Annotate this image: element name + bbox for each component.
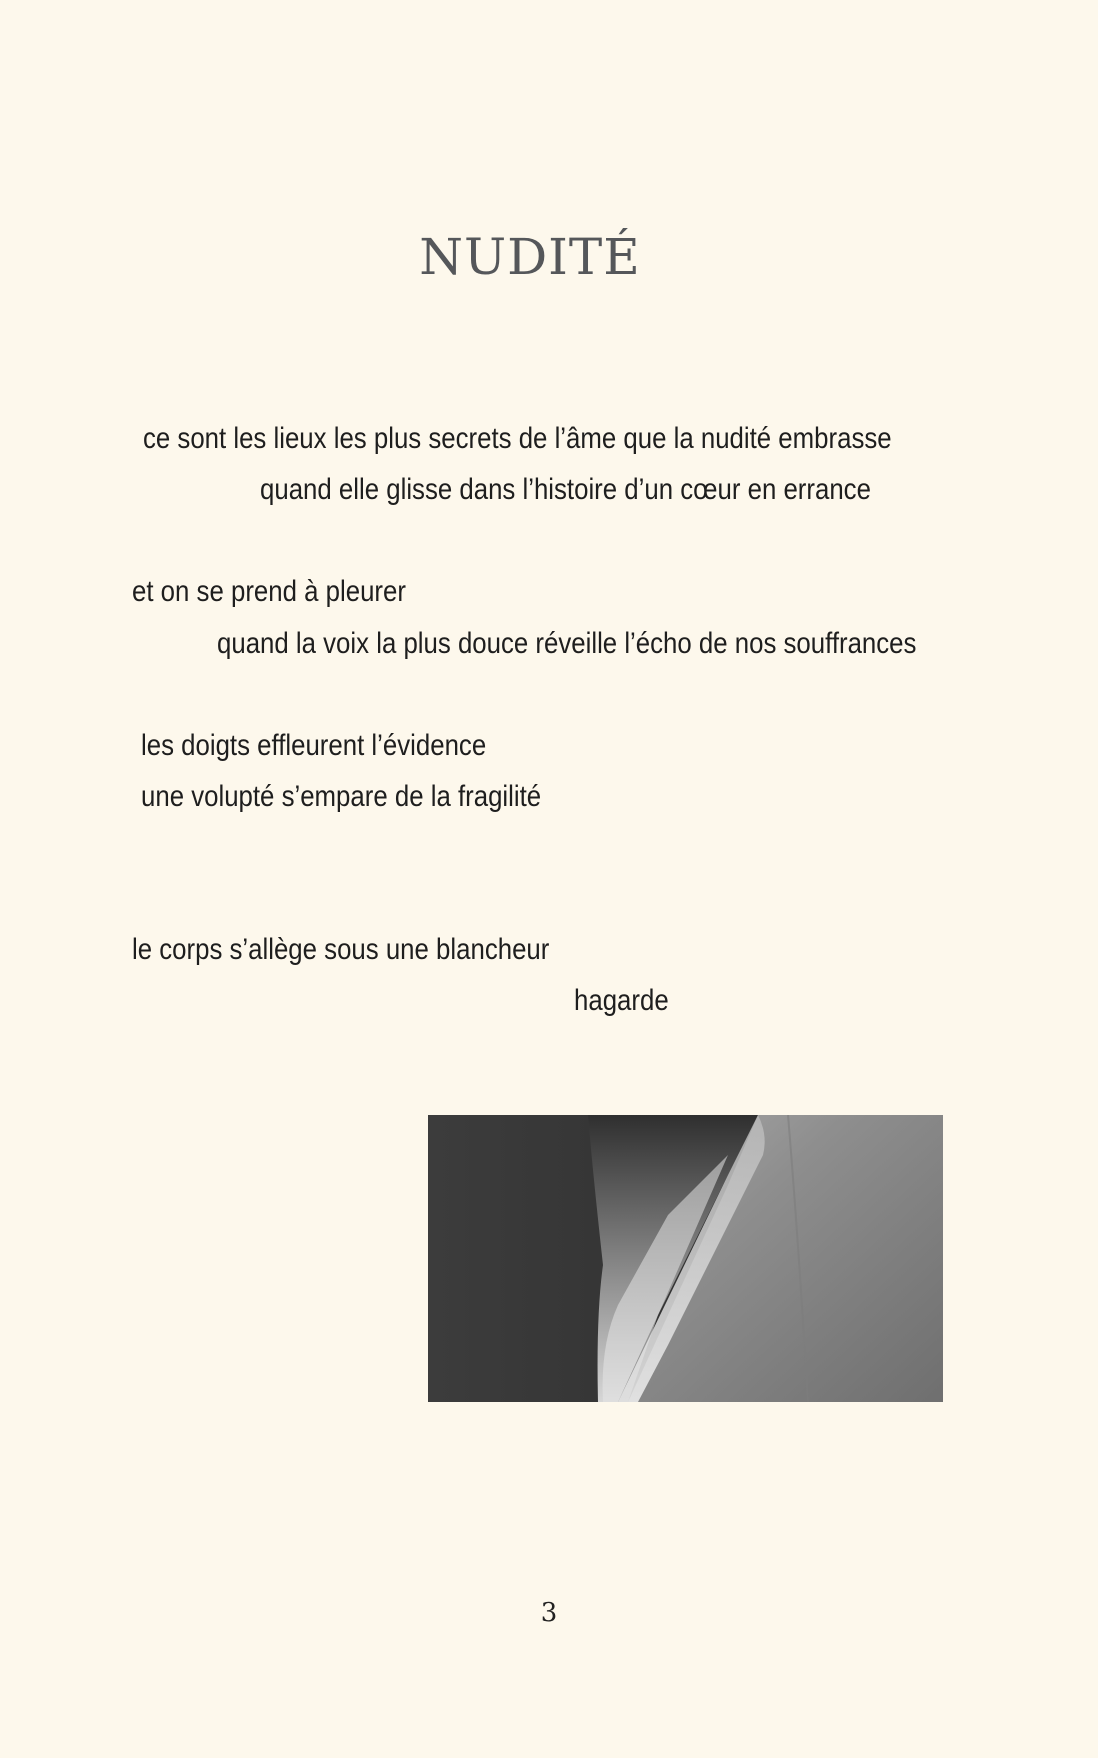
stanza4-line1: le corps s’allège sous une blancheur: [132, 933, 550, 966]
page-number: 3: [540, 1598, 558, 1628]
stanza3-line2: une volupté s’empare de la fragilité: [141, 780, 542, 813]
stanza4-line2: hagarde: [574, 984, 669, 1017]
stanza1-line1: ce sont les lieux les plus secrets de l’âme que la nudité embrasse: [143, 422, 892, 455]
stanza1-line2: quand elle glisse dans l’histoire d’un cœur en errance: [260, 473, 871, 506]
stanza2-line1: et on se prend à pleurer: [132, 575, 406, 608]
page-title: NUDITÉ: [419, 228, 641, 286]
stanza2-line2: quand la voix la plus douce réveille l’écho de nos souffrances: [217, 627, 917, 660]
photo-image: [428, 1115, 943, 1402]
black-and-white-body-photo: [428, 1115, 943, 1402]
stanza3-line1: les doigts effleurent l’évidence: [141, 729, 487, 762]
